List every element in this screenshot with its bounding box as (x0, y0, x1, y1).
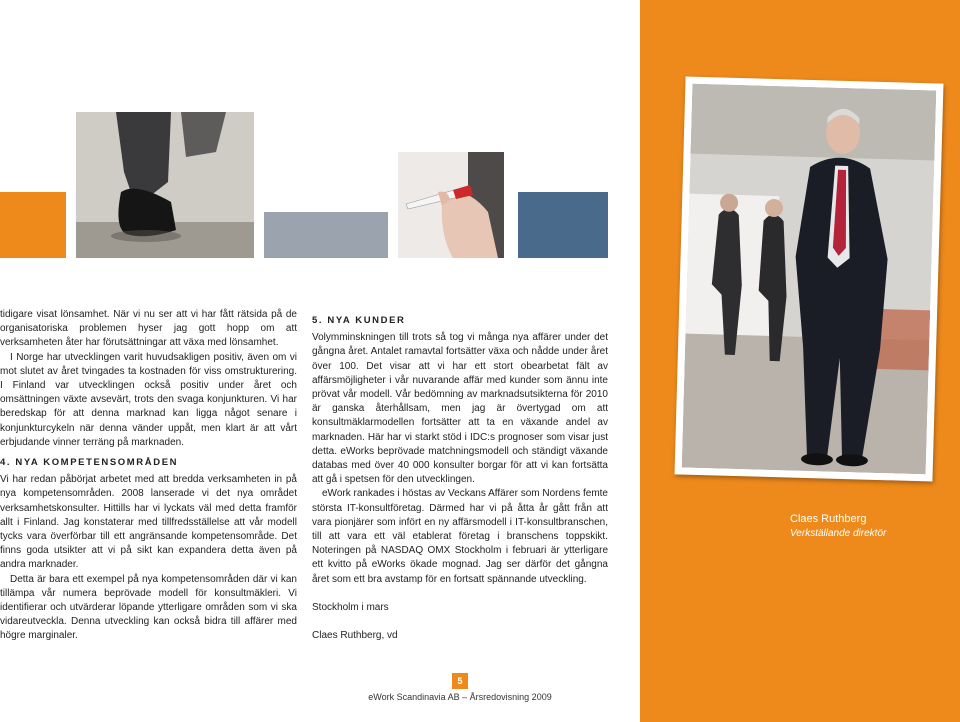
paragraph: Detta är bara ett exempel på nya kompetensområden där vi kan tillämpa vår numera beprövade modell för konsultmäkleri. Vi identifierar och utvärderar löpande ytterligare områden som vi ska vidareutveckla. Denna utveckling kan också bidra till affärer med högre marginaler. (0, 573, 297, 642)
portrait-photo (682, 84, 937, 475)
paragraph: Vi har redan påbörjat arbetet med att bredda verksamheten in på nya kompetensområden. 2008 lanserade vi det nya området verksamhetskonsulter. Hittills har vi lyckats väl med detta framför allt i Finland. Jag konstaterar med tillfredsställelse att vår modell tycks vara överförbar till ett angränsande kompetensområde. Det finns goda utsikter att vi på sikt kan expandera detta även på andra marknader. (0, 474, 297, 571)
section-heading: 4. NYA KOMPETENSOMRÅDEN (0, 457, 179, 469)
caption-name: Claes Ruthberg (790, 513, 867, 525)
footer-text: eWork Scandinavia AB – Årsredovisning 2009 (368, 692, 552, 702)
place-date: Stockholm i mars (312, 601, 389, 613)
section-heading: 5. NYA KUNDER (312, 315, 406, 326)
signature: Claes Ruthberg, vd (312, 630, 398, 642)
portrait-frame (674, 76, 943, 481)
blue-square (518, 192, 608, 258)
page-number-badge: 5 (452, 673, 468, 689)
paragraph: eWork rankades i höstas av Veckans Affärer som Nordens femte största IT-konsultföretag. Därmed har vi på åtta år gått från att vara pionjärer som infört en ny affärsmodell i IT-konsultbranschen, till att vara ett väl etablerat företag i branschens toppskikt. Noteringen på NASDAQ OMX Stockholm i februari är ytterligare ett kvitto på eWorks ökade mognad. Jag ser därför det gångna året som ett bra avstamp för en fortsatt spännande utveckling. (312, 488, 608, 585)
left-text-column (0, 308, 297, 644)
pen-photo (398, 152, 504, 258)
caption-title: Verkställande direktör (790, 528, 887, 539)
right-text-column (312, 308, 608, 643)
gray-square (264, 212, 388, 258)
orange-square (0, 192, 66, 258)
paragraph: Volymminskningen till trots så tog vi många nya affärer under det gångna året. Antalet ramavtal fortsätter växa och nådde under året över 100. Det visar att vi har ett stort obearbetat fält av affärsmöjligheter i vår nuvarande affär med kunder som ännu inte prövat vår modell. Vår bedömning av marknadsutsikterna för 2010 är ganska återhållsam, men jag är övertygad om att konsultmäklarmodellen fortsätter att ta en växande andel av marknaden. Här har vi starkt stöd i IDC:s prognoser som visar just detta. eWorks beprövade matchningsmodell och ständigt växande databas med över 40 000 konsulter borgar för att vi kan fortsätta att gå i spetsen för den utvecklingen. (312, 332, 608, 486)
paragraph: I Norge har utvecklingen varit huvudsakligen positiv, även om vi mot slutet av året tvingades ta kostnaden för viss omstrukturering. I Finland var utvecklingen också positiv under året och omsättningen växte avsevärt, trots den svaga konjunkturen. Vi har beredskap för att denna marknad kan ligga något senare i konjunkturcykeln när denna vänder uppåt, men klart är att vårt erbjudande vinner terräng på marknaden. (0, 351, 297, 448)
paragraph: tidigare visat lönsamhet. När vi nu ser att vi har fått rätsida på de organisatoriska problemen hyser jag gott hopp om att verksamheten åter har förutsättningar att växa med lönsamhet. (0, 309, 297, 349)
shoe-photo (76, 112, 254, 258)
